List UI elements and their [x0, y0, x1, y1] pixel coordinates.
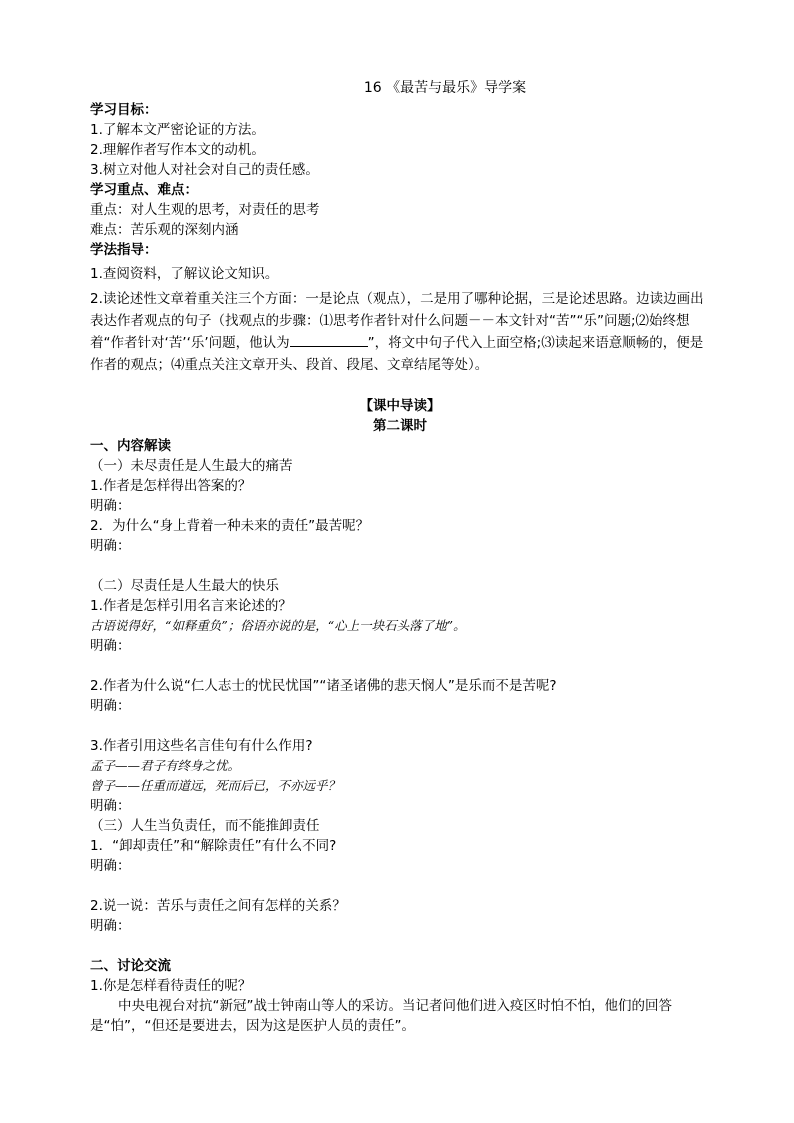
handwritten-quote: 曾子——任重而道远，死而后已，不亦远乎？: [90, 778, 341, 793]
discussion-paragraph: 中央电视台对抗“新冠”战士钟南山等人的采访。当记者问他们进入疫区时怕不怕，他们的回答: [118, 998, 672, 1014]
method-item-1: 1.查阅资料，了解议论文知识。: [90, 266, 279, 282]
key-heading: 学习重点、难点：: [90, 182, 198, 198]
answer-label: 明确：: [90, 918, 131, 934]
handwritten-quote: 古语说得好，“如释重负”；俗语亦说的是，“心上一块石头落了地”。: [90, 618, 466, 633]
goal-item: 3.树立对他人对社会对自己的责任感。: [90, 162, 319, 178]
question: 1.作者是怎样引用名言来论述的？: [90, 598, 292, 614]
part-3-heading: （三）人生当负责任，而不能推卸责任: [90, 818, 320, 834]
fill-blank: [290, 332, 368, 347]
part-1-heading: （一）未尽责任是人生最大的痛苦: [90, 458, 293, 474]
method-item-2: [90, 288, 710, 376]
method-item-2-text-a: 2.读论述性文章着重关注三个方面：一是论点（观点），二是用了哪种论据，三是论述思路。边读边画出表达作者观点的句子（找观点的步骤：⑴思考作者针对什么问题－－本文针对“苦”“乐”问题;⑵始终想着“作者针对‘苦’‘乐’问题，他认为: [90, 291, 704, 351]
part-2-heading: （二）尽责任是人生最大的快乐: [90, 578, 279, 594]
class-heading: 【课中导读】: [359, 398, 441, 414]
method-heading: 学法指导：: [90, 242, 158, 258]
section-2-heading: 二、讨论交流: [90, 958, 171, 974]
goal-item: 2.理解作者写作本文的动机。: [90, 142, 265, 158]
lesson-label: 第二课时: [373, 418, 427, 434]
difficult-point: 难点：苦乐观的深刻内涵: [90, 222, 239, 238]
section-1-heading: 一、内容解读: [90, 438, 171, 454]
question: 1．“卸却责任”和“解除责任”有什么不同?: [90, 838, 337, 854]
question: 2．为什么“身上背着一种未来的责任”最苦呢？: [90, 518, 370, 534]
method-item-2-text-b: ”，将文中句子代入上面空格;⑶读起来语意顺畅的，便是作者的观点；⑷重点关注文章开头、段首、段尾、文章结尾等处）。: [90, 335, 704, 373]
goals-heading: 学习目标：: [90, 102, 158, 118]
discussion-paragraph-cont: 是“怕”，“但还是要进去，因为这是医护人员的责任”。: [90, 1018, 415, 1034]
handwritten-quote: 孟子——君子有终身之忧。: [90, 758, 241, 773]
question: 1.你是怎样看待责任的呢？: [90, 978, 252, 994]
question: 3.作者引用这些名言佳句有什么作用?: [90, 738, 313, 754]
page-title: 16 《最苦与最乐》导学案: [363, 80, 527, 96]
answer-label: 明确：: [90, 498, 131, 514]
key-point: 重点：对人生观的思考，对责任的思考: [90, 202, 320, 218]
question: 1.作者是怎样得出答案的？: [90, 478, 252, 494]
answer-label: 明确：: [90, 798, 131, 814]
document-page: [90, 78, 710, 1036]
question: 2.作者为什么说“仁人志士的忧民忧国”“诸圣诸佛的悲天悯人”是乐而不是苦呢?: [90, 678, 557, 694]
answer-label: 明确：: [90, 638, 131, 654]
answer-label: 明确：: [90, 858, 131, 874]
question: 2.说一说：苦乐与责任之间有怎样的关系？: [90, 898, 346, 914]
answer-label: 明确：: [90, 538, 131, 554]
goal-item: 1.了解本文严密论证的方法。: [90, 122, 265, 138]
answer-label: 明确：: [90, 698, 131, 714]
